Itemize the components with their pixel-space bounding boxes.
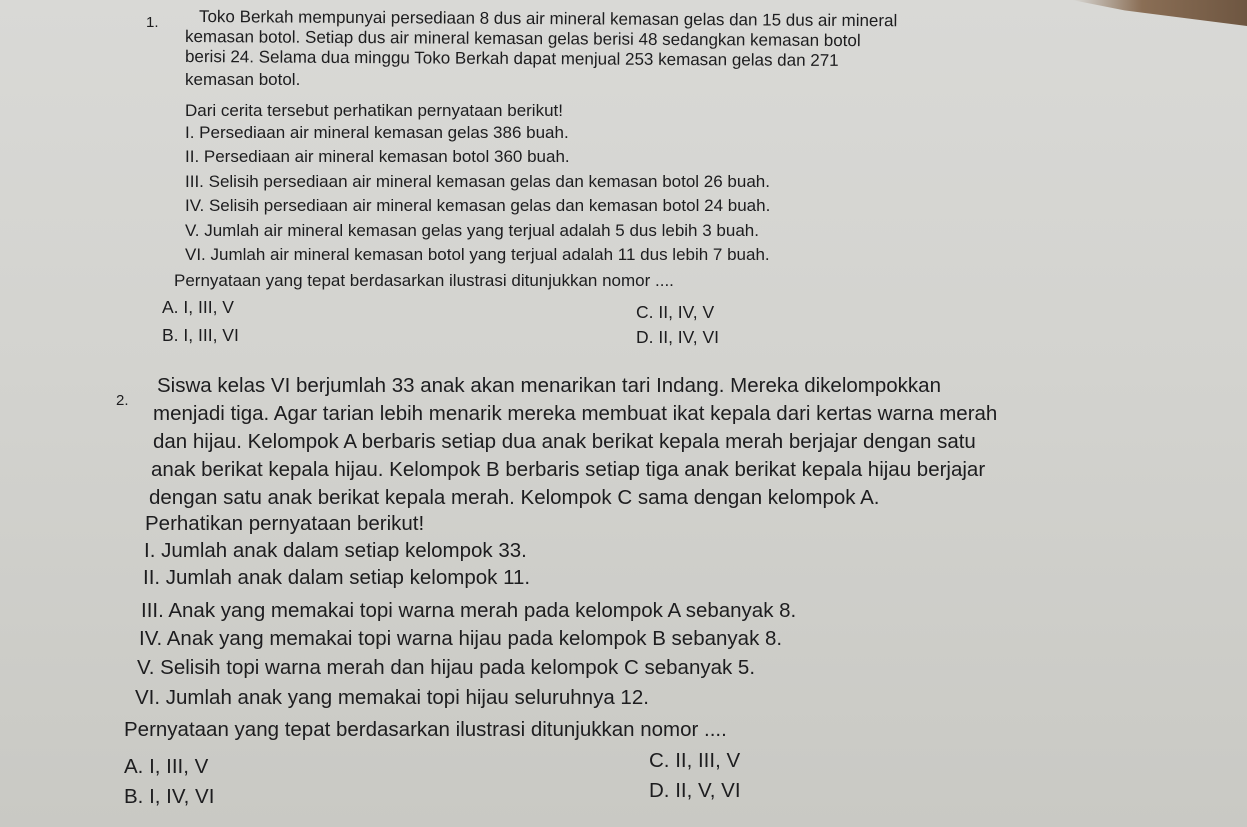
option-b[interactable]: B. I, IV, VI bbox=[124, 785, 215, 808]
question-stem-line: Siswa kelas VI berjumlah 33 anak akan menarikan tari Indang. Mereka dikelompokkan bbox=[157, 374, 941, 397]
question-stem-line: berisi 24. Selama dua minggu Toko Berkah dapat menjual 253 kemasan gelas dan 271 bbox=[184, 47, 839, 70]
statement-item: I. Jumlah anak dalam setiap kelompok 33. bbox=[144, 539, 527, 562]
option-d[interactable]: D. II, IV, VI bbox=[636, 327, 719, 347]
statement-item: II. Jumlah anak dalam setiap kelompok 11. bbox=[143, 566, 531, 589]
statement-item: IV. Selisih persediaan air mineral kemasan gelas dan kemasan botol 24 buah. bbox=[185, 196, 771, 215]
statement-item: VI. Jumlah anak yang memakai topi hijau seluruhnya 12. bbox=[135, 686, 649, 709]
option-c[interactable]: C. II, IV, V bbox=[636, 302, 715, 322]
question-stem-line: dan hijau. Kelompok A berbaris setiap dua anak berikat kepala merah berjajar dengan satu bbox=[153, 430, 976, 453]
question-prompt: Pernyataan yang tepat berdasarkan ilustrasi ditunjukkan nomor .... bbox=[174, 271, 674, 290]
question-stem-line: anak berikat kepala hijau. Kelompok B berbaris setiap tiga anak berikat kepala hijau berjajar bbox=[151, 458, 986, 481]
option-a[interactable]: A. I, III, V bbox=[162, 297, 234, 317]
statement-intro: Perhatikan pernyataan berikut! bbox=[145, 512, 425, 535]
statement-item: I. Persediaan air mineral kemasan gelas 386 buah. bbox=[185, 123, 569, 142]
question-stem-line: dengan satu anak berikat kepala merah. Kelompok C sama dengan kelompok A. bbox=[149, 486, 880, 509]
statement-intro: Dari cerita tersebut perhatikan pernyataan berikut! bbox=[185, 101, 563, 120]
option-d[interactable]: D. II, V, VI bbox=[649, 779, 741, 802]
statement-item: VI. Jumlah air mineral kemasan botol yang terjual adalah 11 dus lebih 7 buah. bbox=[185, 245, 770, 264]
question-number: 1. bbox=[146, 14, 159, 31]
question-stem-line: Toko Berkah mempunyai persediaan 8 dus air mineral kemasan gelas dan 15 dus air mineral bbox=[198, 7, 898, 31]
question-stem-line: kemasan botol. bbox=[185, 70, 301, 89]
statement-item: IV. Anak yang memakai topi warna hijau pada kelompok B sebanyak 8. bbox=[139, 627, 783, 650]
statement-item: III. Selisih persediaan air mineral kemasan gelas dan kemasan botol 26 buah. bbox=[185, 172, 770, 191]
statement-item: V. Selisih topi warna merah dan hijau pada kelompok C sebanyak 5. bbox=[137, 656, 756, 679]
statement-item: III. Anak yang memakai topi warna merah pada kelompok A sebanyak 8. bbox=[141, 599, 797, 622]
question-stem-line: kemasan botol. Setiap dus air mineral kemasan gelas berisi 48 sedangkan kemasan botol bbox=[184, 27, 861, 51]
question-prompt: Pernyataan yang tepat berdasarkan ilustrasi ditunjukkan nomor .... bbox=[124, 718, 727, 741]
option-a[interactable]: A. I, III, V bbox=[124, 755, 209, 778]
question-stem-line: menjadi tiga. Agar tarian lebih menarik mereka membuat ikat kepala dari kertas warna merah bbox=[153, 402, 998, 425]
question-number: 2. bbox=[116, 392, 129, 409]
statement-item: II. Persediaan air mineral kemasan botol 360 buah. bbox=[185, 147, 570, 166]
statement-item: V. Jumlah air mineral kemasan gelas yang terjual adalah 5 dus lebih 3 buah. bbox=[185, 221, 759, 240]
option-b[interactable]: B. I, III, VI bbox=[162, 325, 239, 345]
option-c[interactable]: C. II, III, V bbox=[649, 749, 741, 772]
